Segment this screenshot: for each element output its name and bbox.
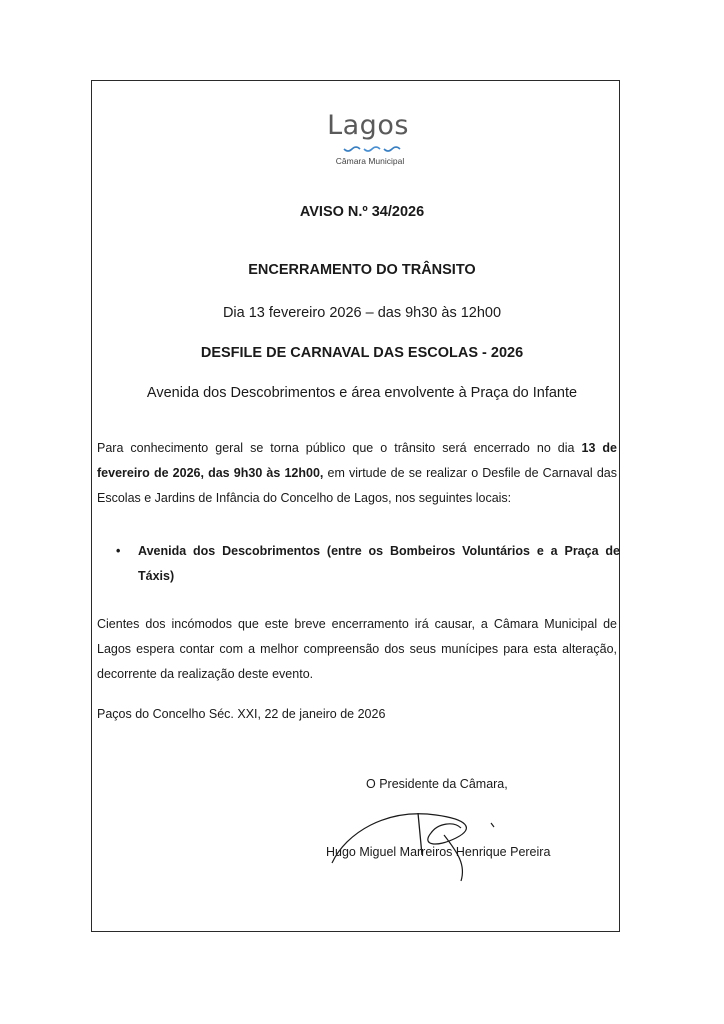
notice-number: AVISO N.º 34/2026 bbox=[299, 204, 425, 220]
place-date: Paços do Concelho Séc. XXI, 22 de janeiro de 2026 bbox=[97, 707, 386, 721]
logo-waves-icon bbox=[342, 145, 406, 155]
paragraph-apology: Cientes dos incómodos que este breve encerramento irá causar, a Câmara Municipal de Lagos espera contar com a melhor compreensão dos seus munícipes para esta alteração, decorrente da realização deste evento. bbox=[97, 617, 617, 681]
paragraph-announcement-bold: 13 de fevereiro de 2026, das 9h30 às 12h00, bbox=[97, 441, 618, 480]
signatory-name: Hugo Miguel Marreiros Henrique Pereira bbox=[326, 845, 551, 859]
list-item-text: Avenida dos Descobrimentos (entre os Bombeiros Voluntários e a Praça de Táxis) bbox=[138, 544, 620, 583]
notice-date-time: Dia 13 fevereiro 2026 – das 9h30 às 12h00 bbox=[222, 305, 502, 321]
handwritten-signature bbox=[326, 793, 506, 888]
paragraph-announcement-start: Para conhecimento geral se torna público que o trânsito será encerrado no dia bbox=[97, 441, 582, 455]
logo-wordmark: Lagos bbox=[327, 110, 409, 141]
notice-heading: ENCERRAMENTO DO TRÂNSITO bbox=[248, 262, 476, 278]
notice-event: DESFILE DE CARNAVAL DAS ESCOLAS - 2026 bbox=[200, 345, 524, 361]
bullet-icon: • bbox=[116, 544, 121, 558]
logo-subtitle: Câmara Municipal bbox=[335, 156, 405, 166]
paragraph-announcement-end: em virtude de se realizar o Desfile de Carnaval das Escolas e Jardins de Infância do Concelho de Lagos, nos seguintes locais: bbox=[97, 466, 617, 505]
signatory-title: O Presidente da Câmara, bbox=[366, 777, 508, 791]
paragraph-announcement bbox=[97, 436, 617, 511]
notice-location: Avenida dos Descobrimentos e área envolvente à Praça do Infante bbox=[146, 385, 578, 401]
logo bbox=[0, 110, 724, 141]
